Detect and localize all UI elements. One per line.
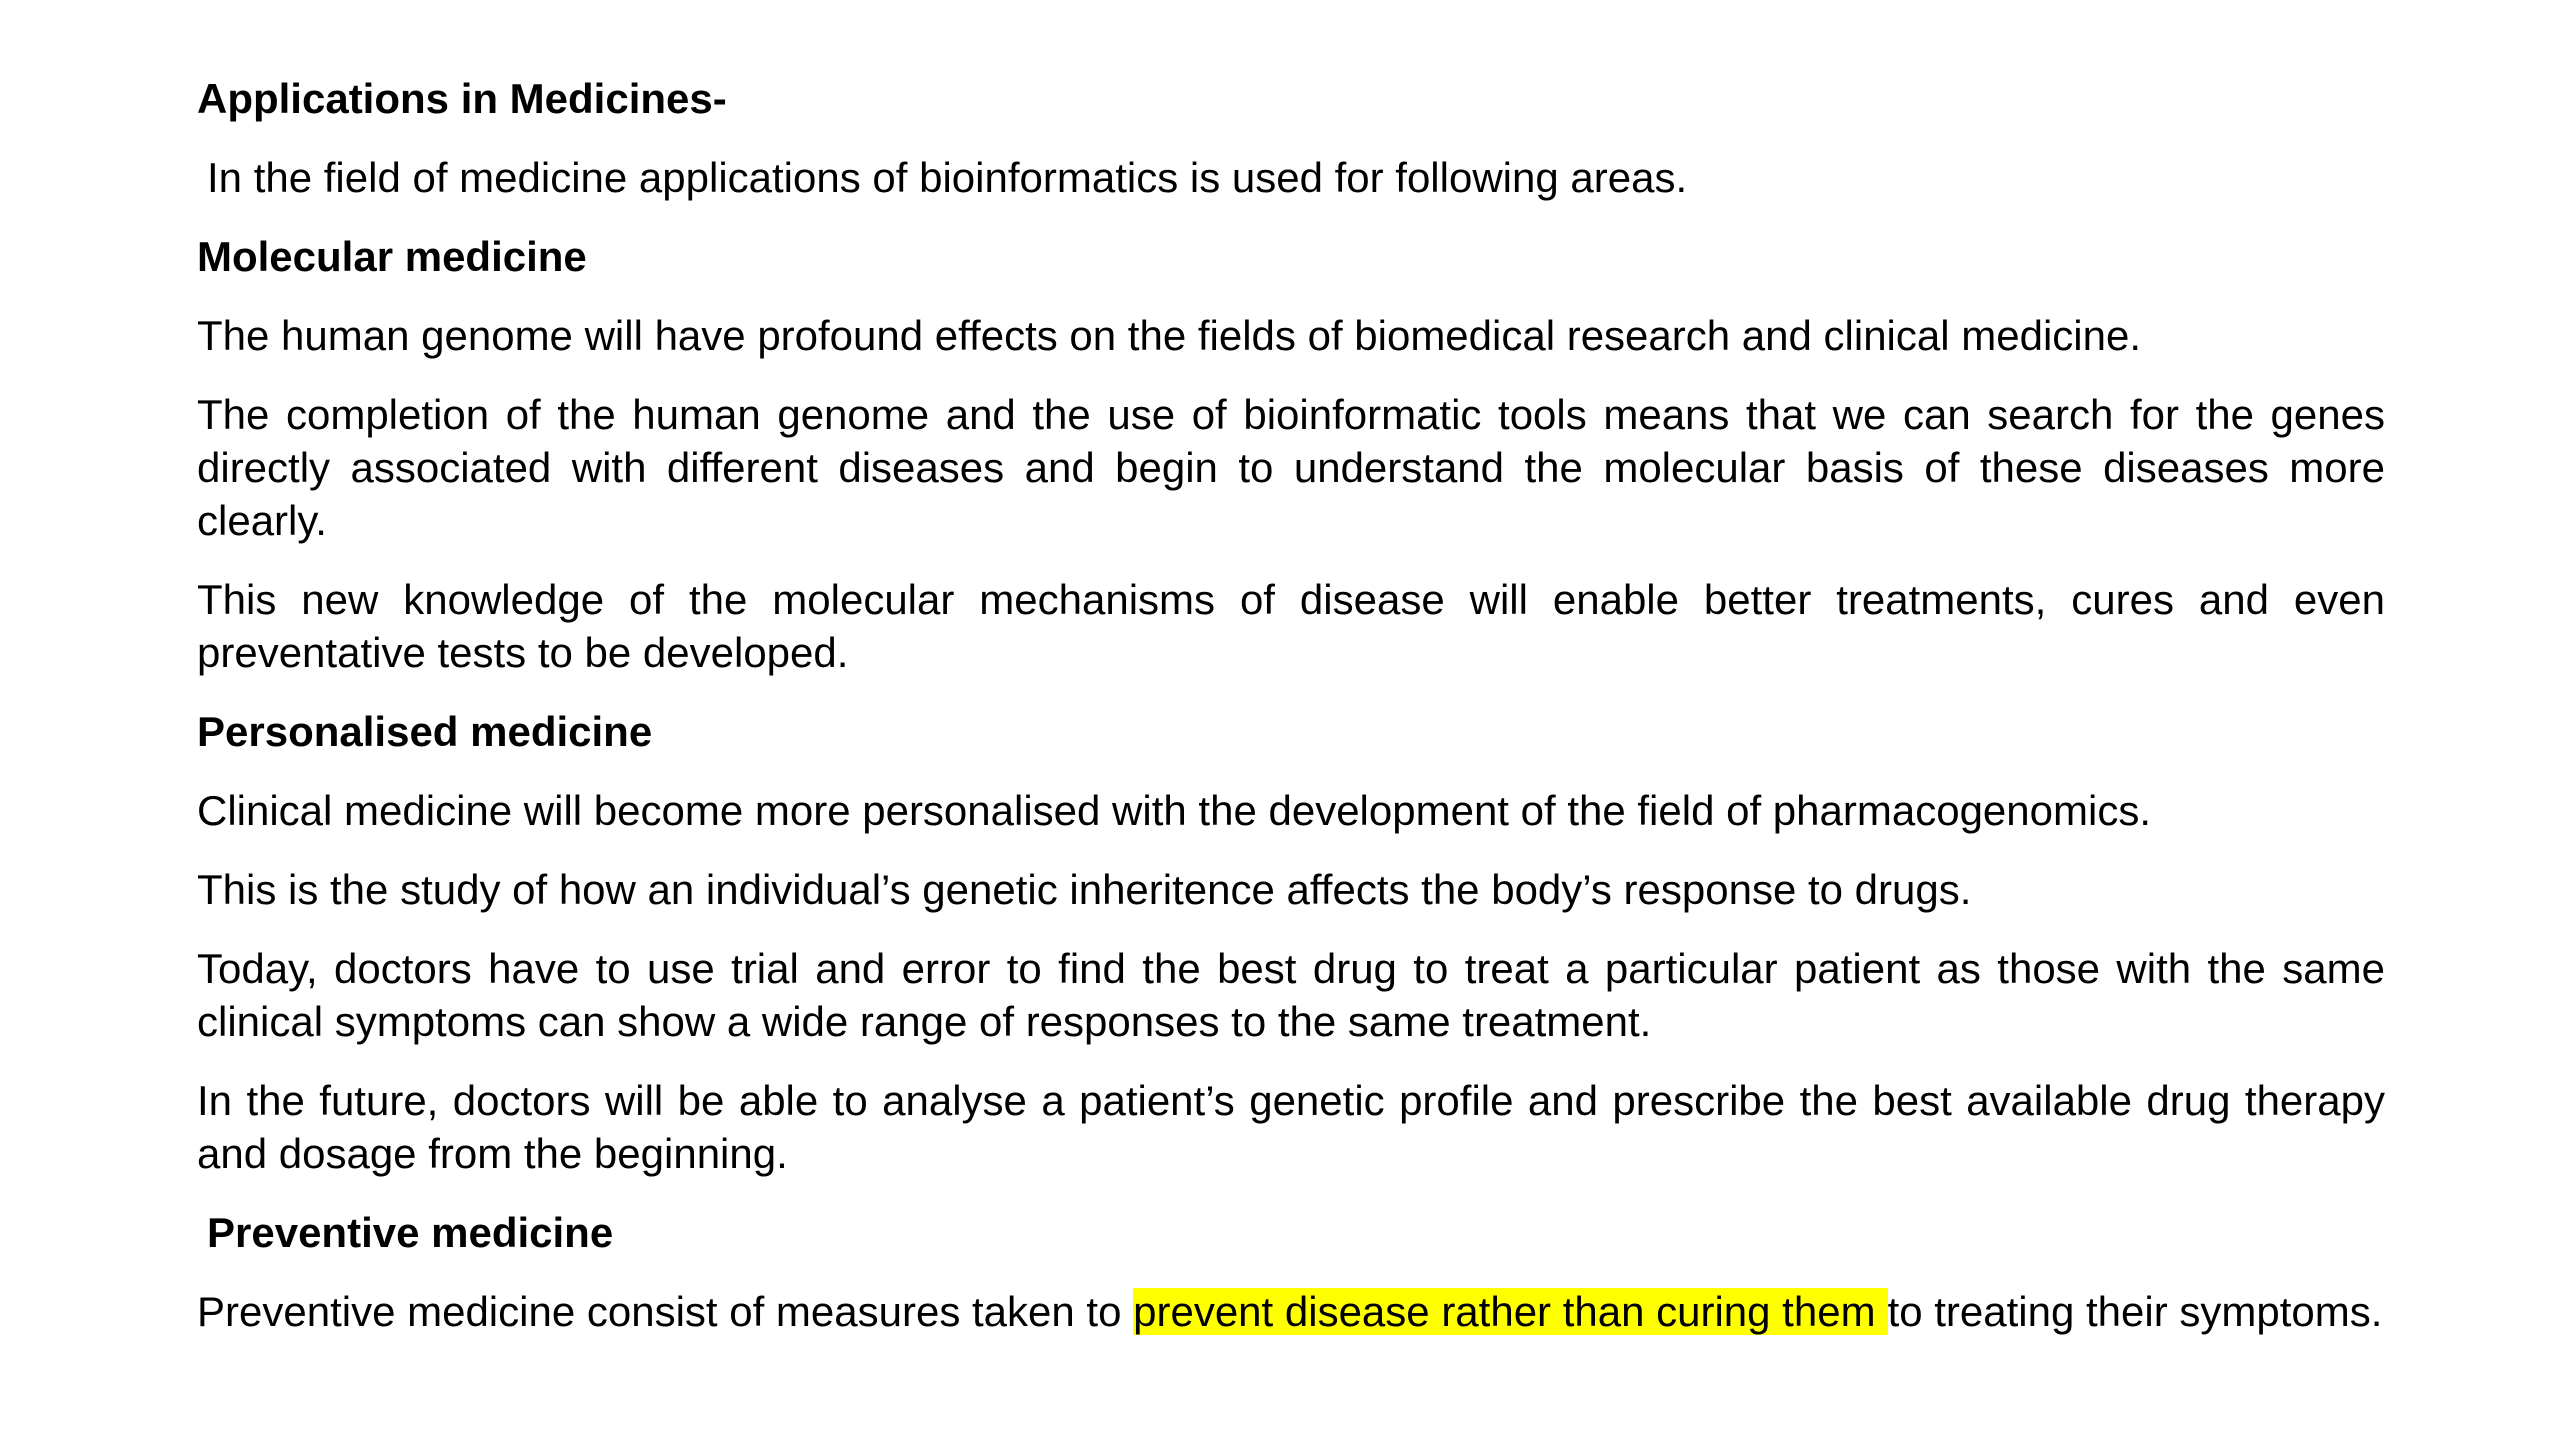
paragraph: The human genome will have profound effects on the fields of biomedical research and clinical medicine. (197, 312, 2141, 359)
section-heading-molecular: Molecular medicine (197, 233, 587, 280)
final-paragraph-end: to treating their symptoms. (1887, 1288, 2383, 1335)
section-heading-personalised: Personalised medicine (197, 708, 653, 755)
intro-paragraph: In the field of medicine applications of bioinformatics is used for following areas. (207, 154, 1688, 201)
final-paragraph-start: Preventive medicine consist of measures taken to (197, 1288, 1134, 1335)
paragraph: This is the study of how an individual’s genetic inheritence affects the body’s response to drugs. (197, 866, 1972, 913)
final-paragraph (197, 1285, 2385, 1338)
paragraph: In the future, doctors will be able to analyse a patient’s genetic profile and prescribe the best available drug therapy and dosage from the beginning. (197, 1077, 2385, 1177)
paragraph: This new knowledge of the molecular mechanisms of disease will enable better treatments, cures and even preventative tests to be developed. (197, 576, 2385, 676)
paragraph: The completion of the human genome and the use of bioinformatic tools means that we can search for the genes directly associated with different diseases and begin to understand the molecular basis of these diseases more clearly. (197, 391, 2385, 544)
paragraph: Today, doctors have to use trial and error to find the best drug to treat a particular patient as those with the same clinical symptoms can show a wide range of responses to the same treatment. (197, 945, 2385, 1045)
document-page (197, 72, 2385, 1364)
section-heading-preventive: Preventive medicine (207, 1209, 614, 1256)
paragraph: Clinical medicine will become more personalised with the development of the field of pharmacogenomics. (197, 787, 2151, 834)
document-title: Applications in Medicines- (197, 75, 727, 122)
highlighted-text: prevent disease rather than curing them (1133, 1288, 1887, 1335)
